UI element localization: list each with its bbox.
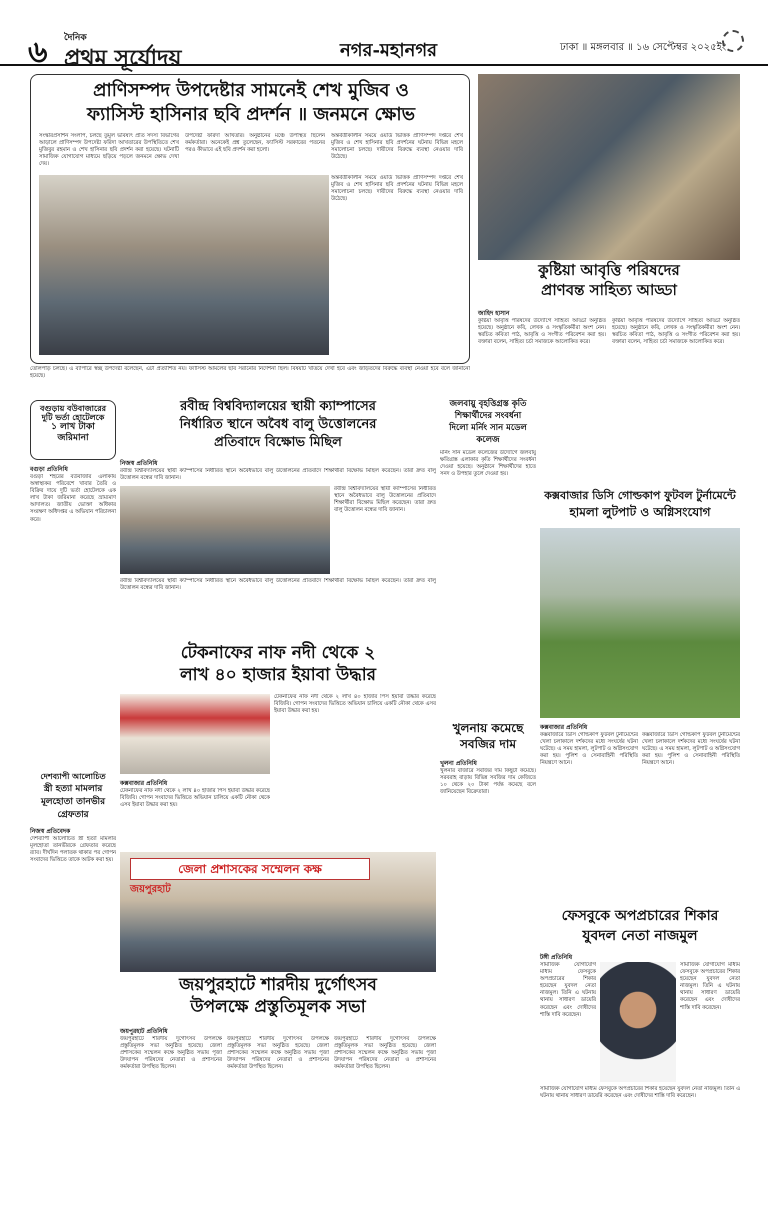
lead-bottom-text: তোলপাড় চলছে। এ ব্যাপারে স্বচ্ছ উপদেষ্টা বলেছেন, এটা প্রত্যাশিত নয়। ফ্যাসিস্ট আমলের ছবি সরানোর নির্দেশনা ছিল। বিষয়টি খতিয়ে দেখা হবে এবং জড়িতদের বিরুদ্ধে ব্যবস্থা নেওয়া হবে বলে জানানো হয়েছে। [30, 366, 470, 380]
kushtia-headline-line-2: প্রাণবন্ত সাহিত্য আড্ডা [541, 281, 677, 299]
logo-small-text: দৈনিক [64, 33, 87, 43]
masthead [0, 0, 768, 71]
teknaf-headline-2: লাখ ৪০ হাজার ইয়াবা উদ্ধার [179, 665, 377, 685]
khulna-body: খুলনার বাজারে সবজির দাম কিছুটা কমেছে। সরবরাহ বাড়ায় বিভিন্ন সবজির দাম কেজিতে ১০ থেকে ২০ টাকা পর্যন্ত কমেছে বলে জানিয়েছেন বিক্রেতারা। [440, 768, 536, 796]
joypurhat-headline-1: জয়পুরহাটে শারদীয় দুর্গোৎসব [179, 975, 377, 995]
bogura-body: বগুড়া শহরের বউবাজার এলাকায় অস্বাস্থ্যকর পরিবেশে খাবার তৈরি ও বিক্রির দায়ে দুটি ভর্তা হোটেলকে এক লাখ টাকা জরিমানা করেছে ভ্রাম্যমাণ আদালত। জাতীয় ভোক্তা অধিকার সংরক্ষণ অধিদপ্তর এ অভিযান পরিচালনা করে। [30, 474, 116, 523]
facebook-body-bottom: সামাজিক যোগাযোগ মাধ্যম ফেসবুকে অপপ্রচারের শিকার হয়েছেন যুবদল নেতা নাজমুল। তিনি এ ঘটনায় থানায় সাধারণ ডায়েরি করেছেন এবং দোষীদের শাস্তি দাবি করেছেন। [540, 1086, 740, 1100]
kushtia-body-col-2: কুষ্টিয়া আবৃত্তি পরিষদের উদ্যোগে সাহিত্য আড্ডা অনুষ্ঠিত হয়েছে। অনুষ্ঠানে কবি, লেখক ও সংস্কৃতিকর্মীরা অংশ নেন। স্বরচিত কবিতা পাঠ, আবৃত্তি ও সংগীত পরিবেশন করা হয়। বক্তারা বলেন, সাহিত্য চর্চা সমাজকে আলোকিত করে। [612, 318, 740, 346]
lead-headline-line-2: ফ্যাসিস্ট হাসিনার ছবি প্রদর্শন ॥ জনমনে ক্ষোভ [86, 104, 416, 125]
murder-byline: নিজস্ব প্রতিবেদক [30, 828, 71, 835]
rabindra-photo [120, 486, 330, 574]
lead-body-col-1: সংস্কারপ্রসাশন সংলাপ, চলছে তুমুল ভবিষ্যৎ প্রতি সদস্য বিভাগের আড়ালে প্রাণিসম্পদ উপদেষ্টা ফরিদা আখতারের উপস্থিতিতে শেখ মুজিবুর রহমান ও শেখ হাসিনার ছবি প্রদর্শন করা হয়েছে। ঘটনাটি সামাজিক যোগাযোগ মাধ্যমে ছড়িয়ে পড়লে জনমনে ক্ষোভ দেখা দেয়। [39, 133, 179, 168]
bogura-headline-3: ১ লাখ টাকা [51, 422, 95, 433]
logo-main-text: প্রথম সূর্যোদয় [64, 45, 182, 71]
rabindra-byline: নিজস্ব প্রতিনিধি [120, 460, 158, 467]
rabindra-headline-1: রবীন্দ্র বিশ্ববিদ্যালয়ের স্থায়ী ক্যাম্পাসের [180, 399, 376, 414]
section-title: নগর-মহানগর [340, 40, 438, 61]
murder-headline-2: স্ত্রী হত্যা মামলার [43, 784, 103, 794]
teknaf-body-left: টেকনাফের নাফ নদী থেকে ২ লাখ ৪০ হাজার পিস ইয়াবা উদ্ধার করেছে বিজিবি। গোপন সংবাদের ভিত্তিতে অভিযান চালিয়ে একটি নৌকা থেকে এসব ইয়াবা উদ্ধার করা হয়। [120, 788, 270, 809]
coxs-byline: কক্সবাজার প্রতিনিধি [540, 724, 588, 731]
khulna-headline-2: সবজির দাম [459, 737, 516, 751]
joypurhat-body-col-2: জয়পুরহাটে শারদীয় দুর্গোৎসব উপলক্ষে প্রস্তুতিমূলক সভা অনুষ্ঠিত হয়েছে। জেলা প্রশাসকের সম্মেলন কক্ষে অনুষ্ঠিত সভায় পূজা উদযাপন পরিষদের নেতারা ও প্রশাসনের কর্মকর্তারা উপস্থিত ছিলেন। [227, 1036, 329, 1071]
teknaf-body-right: টেকনাফের নাফ নদী থেকে ২ লাখ ৪০ হাজার পিস ইয়াবা উদ্ধার করেছে বিজিবি। গোপন সংবাদের ভিত্তিতে অভিযান চালিয়ে একটি নৌকা থেকে এসব ইয়াবা উদ্ধার করা হয়। [274, 694, 436, 715]
khulna-headline-1: খুলনায় কমেছে [452, 721, 524, 735]
teknaf-byline: কক্সবাজার প্রতিনিধি [120, 780, 168, 787]
flood-headline-2: শিক্ষার্থীদের সংবর্ধনা [454, 411, 522, 421]
lead-body-col-3: অন্তর্বর্তীকালীন সময়ে ওয়ার্ড ভিত্তিক প্রাণিসম্পদ দপ্তরে শেখ মুজিব ও শেখ হাসিনার ছবি প্রদর্শনের ঘটনায় বিভিন্ন মহলে সমালোচনা চলছে। দায়ীদের বিরুদ্ধে ব্যবস্থা নেওয়ার দাবি উঠেছে। [331, 133, 463, 161]
joypurhat-banner-sub: জয়পুরহাট [130, 884, 171, 895]
flood-headline-4: কলেজ [476, 435, 500, 445]
teknaf-photo [120, 694, 270, 774]
coxs-body-col-1: কক্সবাজারে ডিসি গোল্ডকাপ ফুটবল টুর্নামেন্টের খেলা চলাকালে দর্শকদের মধ্যে সংঘর্ষের ঘটনা ঘটেছে। এ সময় হামলা, লুটপাট ও অগ্নিসংযোগ করা হয়। পুলিশ ও সেনাবাহিনী পরিস্থিতি নিয়ন্ত্রণে আনে। [540, 732, 638, 767]
lead-body-continued: অন্তর্বর্তীকালীন সময়ে ওয়ার্ড ভিত্তিক প্রাণিসম্পদ দপ্তরে শেখ মুজিব ও শেখ হাসিনার ছবি প্রদর্শনের ঘটনায় বিভিন্ন মহলে সমালোচনা চলছে। দায়ীদের বিরুদ্ধে ব্যবস্থা নেওয়ার দাবি উঠেছে। [331, 175, 463, 203]
flood-headline-3: দিলো মর্নিং সান মডেল [449, 423, 527, 433]
murder-headline-4: গ্রেফতার [57, 810, 89, 820]
joypurhat-photo [120, 852, 436, 972]
teknaf-headline-1: টেকনাফের নাফ নদী থেকে ২ [180, 643, 376, 663]
facebook-byline: টঙ্গী প্রতিনিধি [540, 954, 573, 961]
joypurhat-body-col-1: জয়পুরহাটে শারদীয় দুর্গোৎসব উপলক্ষে প্রস্তুতিমূলক সভা অনুষ্ঠিত হয়েছে। জেলা প্রশাসকের সম্মেলন কক্ষে অনুষ্ঠিত সভায় পূজা উদযাপন পরিষদের নেতারা ও প্রশাসনের কর্মকর্তারা উপস্থিত ছিলেন। [120, 1036, 222, 1071]
joypurhat-headline-2: উপলক্ষে প্রস্তুতিমূলক সভা [190, 997, 366, 1017]
coxs-photo [540, 528, 740, 718]
rabindra-body-right: রবীন্দ্র বিশ্ববিদ্যালয়ের স্থায়ী ক্যাম্পাসের নির্ধারিত স্থানে অবৈধভাবে বালু উত্তোলনের প্রতিবাদে শিক্ষার্থীরা বিক্ষোভ মিছিল করেছেন। তারা দ্রুত বালু উত্তোলন বন্ধের দাবি জানান। [334, 486, 436, 514]
nazmul-portrait [600, 962, 676, 1082]
kushtia-byline: জাহিদ হাসান [478, 310, 510, 317]
bogura-headline-2: দুটি ভর্তা হোটেলকে [41, 412, 105, 423]
newspaper-logo[interactable] [64, 30, 182, 78]
rabindra-body-bottom: রবীন্দ্র বিশ্ববিদ্যালয়ের স্থায়ী ক্যাম্পাসের নির্ধারিত স্থানে অবৈধভাবে বালু উত্তোলনের প্রতিবাদে শিক্ষার্থীরা বিক্ষোভ মিছিল করেছেন। তারা দ্রুত বালু উত্তোলন বন্ধের দাবি জানান। [120, 578, 436, 592]
page-number: ৬ [28, 35, 48, 70]
joypurhat-byline: জয়পুরহাট প্রতিনিধি [120, 1028, 168, 1035]
murder-headline-3: মূলহোতা তানভীর [40, 797, 106, 807]
flood-headline-1: জলবায়ু বৃহত্তিগ্রস্ত কৃতি [449, 399, 527, 409]
bogura-byline: বগুড়া প্রতিনিধি [30, 466, 68, 473]
lead-headline-line-1: প্রাণিসম্পদ উপদেষ্টার সামনেই শেখ মুজিব ও [93, 80, 409, 101]
facebook-headline-1: ফেসবুকে অপপ্রচারের শিকার [561, 908, 719, 924]
bogura-headline-box [30, 400, 116, 460]
flood-body: মর্নিং সান মডেল কলেজের উদ্যোগে জলবায়ু ক্ষতিগ্রস্ত এলাকার কৃতি শিক্ষার্থীদের সংবর্ধনা দেওয়া হয়েছে। অনুষ্ঠানে শিক্ষার্থীদের হাতে সনদ ও উপহার তুলে দেওয়া হয়। [440, 450, 536, 478]
facebook-body-left: সামাজিক যোগাযোগ মাধ্যম ফেসবুকে অপপ্রচারের শিকার হয়েছেন যুবদল নেতা নাজমুল। তিনি এ ঘটনায় থানায় সাধারণ ডায়েরি করেছেন এবং দোষীদের শাস্তি দাবি করেছেন। [540, 962, 596, 1018]
coxs-headline-1: কক্সবাজার ডিসি গোল্ডকাপ ফুটবল টুর্নামেন্টে [544, 489, 736, 502]
murder-headline-1: দেশব্যাপী আলোচিত [40, 771, 106, 781]
sun-emblem-icon [722, 30, 744, 52]
rabindra-body-top: রবীন্দ্র বিশ্ববিদ্যালয়ের স্থায়ী ক্যাম্পাসের নির্ধারিত স্থানে অবৈধভাবে বালু উত্তোলনের প্রতিবাদে শিক্ষার্থীরা বিক্ষোভ মিছিল করেছেন। তারা দ্রুত বালু উত্তোলন বন্ধের দাবি জানান। [120, 468, 436, 482]
lead-story[interactable] [30, 74, 470, 364]
facebook-body-right: সামাজিক যোগাযোগ মাধ্যম ফেসবুকে অপপ্রচারের শিকার হয়েছেন যুবদল নেতা নাজমুল। তিনি এ ঘটনায় থানায় সাধারণ ডায়েরি করেছেন এবং দোষীদের শাস্তি দাবি করেছেন। [680, 962, 740, 1011]
lead-body-col-2: উপদেষ্টা ফরিদা আখতার। অনুষ্ঠানের মঞ্চে উপস্থিত ছিলেন কর্মকর্তারা। অনেকেই প্রশ্ন তুলেছেন, ফ্যাসিস্ট সরকারের পতনের পরও কীভাবে এই ছবি প্রদর্শন করা হলো। [185, 133, 325, 154]
joypurhat-body-col-3: জয়পুরহাটে শারদীয় দুর্গোৎসব উপলক্ষে প্রস্তুতিমূলক সভা অনুষ্ঠিত হয়েছে। জেলা প্রশাসকের সম্মেলন কক্ষে অনুষ্ঠিত সভায় পূজা উদযাপন পরিষদের নেতারা ও প্রশাসনের কর্মকর্তারা উপস্থিত ছিলেন। [334, 1036, 436, 1071]
bogura-headline-4: জরিমানা [57, 432, 89, 443]
joypurhat-banner: জেলা প্রশাসকের সম্মেলন কক্ষ [130, 858, 370, 880]
khulna-byline: খুলনা প্রতিনিধি [440, 760, 477, 767]
bogura-headline-1: বগুড়ায় বউবাজারের [39, 403, 107, 413]
lead-photo [39, 175, 329, 355]
coxs-headline-2: হামলা লুটপাট ও অগ্নিসংযোগ [569, 505, 711, 519]
coxs-body-col-2: কক্সবাজারে ডিসি গোল্ডকাপ ফুটবল টুর্নামেন্টের খেলা চলাকালে দর্শকদের মধ্যে সংঘর্ষের ঘটনা ঘটেছে। এ সময় হামলা, লুটপাট ও অগ্নিসংযোগ করা হয়। পুলিশ ও সেনাবাহিনী পরিস্থিতি নিয়ন্ত্রণে আনে। [642, 732, 740, 767]
kushtia-headline-line-1: কুষ্টিয়া আবৃত্তি পরিষদের [538, 261, 680, 279]
kushtia-photo [478, 74, 740, 260]
murder-body: দেশব্যাপী আলোচিত স্ত্রী হত্যা মামলার মূলহোতা তানভীরকে গ্রেফতার করেছে র‍্যাব। দীর্ঘদিন পলাতক থাকার পর গোপন সংবাদের ভিত্তিতে তাকে আটক করা হয়। [30, 836, 116, 864]
facebook-headline-2: যুবদল নেতা নাজমুল [582, 928, 698, 944]
rabindra-headline-2: নির্ধারিত স্থানে অবৈধ বালু উত্তোলনের [179, 417, 377, 432]
kushtia-body-col-1: কুষ্টিয়া আবৃত্তি পরিষদের উদ্যোগে সাহিত্য আড্ডা অনুষ্ঠিত হয়েছে। অনুষ্ঠানে কবি, লেখক ও সংস্কৃতিকর্মীরা অংশ নেন। স্বরচিত কবিতা পাঠ, আবৃত্তি ও সংগীত পরিবেশন করা হয়। বক্তারা বলেন, সাহিত্য চর্চা সমাজকে আলোকিত করে। [478, 318, 606, 346]
dateline: ঢাকা ॥ মঙ্গলবার ॥ ১৬ সেপ্টেম্বর ২০২৫ইং [560, 42, 727, 53]
rabindra-headline-3: প্রতিবাদে বিক্ষোভ মিছিল [214, 435, 342, 450]
